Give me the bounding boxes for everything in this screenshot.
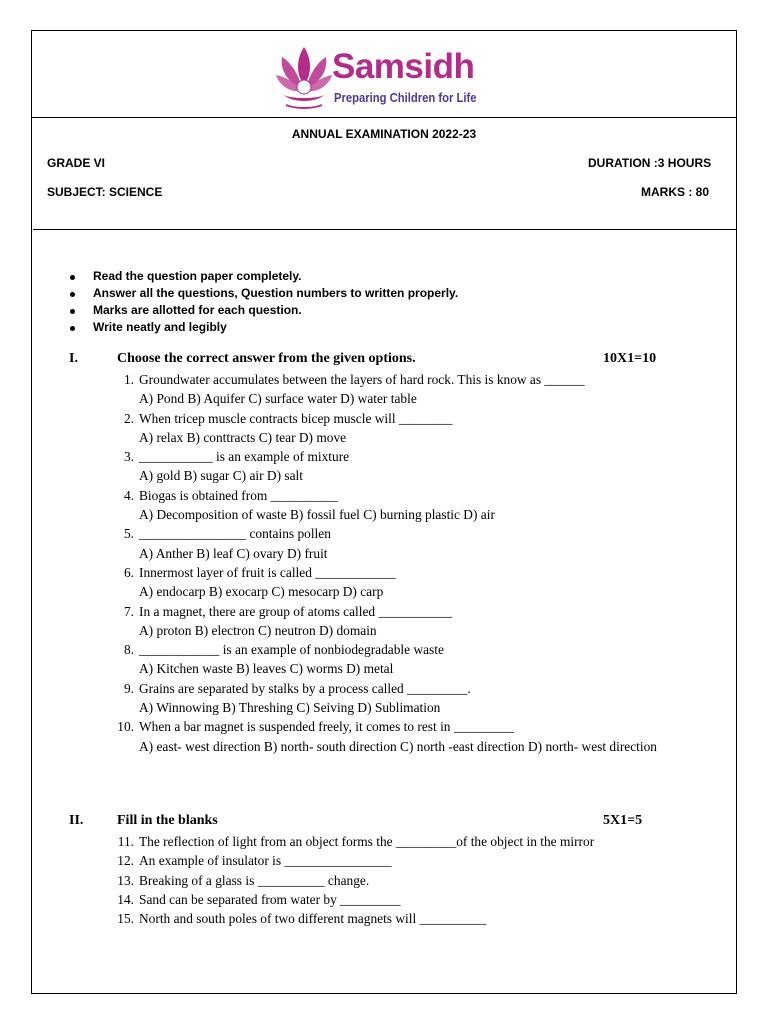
question-number: 14.	[117, 891, 134, 907]
question-item	[112, 563, 692, 582]
question-number: 3.	[123, 449, 134, 465]
question-item	[112, 640, 692, 659]
question-number: 5.	[123, 526, 134, 542]
question-number: 12.	[117, 853, 134, 869]
question-text: Sand can be separated from water by _________	[139, 891, 401, 907]
question-text: Groundwater accumulates between the layers of hard rock. This is know as ______	[139, 372, 585, 387]
question-options: A) Anther B) leaf C) ovary D) fruit	[139, 545, 328, 561]
question-number: 9.	[123, 680, 134, 696]
question-item	[112, 409, 692, 428]
instructions-list	[70, 268, 458, 336]
question-options: A) east- west direction B) north- south direction C) north -east direction D) north- west direction	[139, 738, 658, 754]
question-item	[112, 524, 692, 543]
subject-label: SUBJECT: SCIENCE	[47, 185, 163, 199]
section-2-marks: 5X1=5	[603, 813, 643, 828]
instruction-item: Read the question paper completely.	[70, 268, 458, 285]
question-text: ___________ is an example of mixture	[139, 449, 350, 465]
question-text: When a bar magnet is suspended freely, it comes to rest in _________	[139, 719, 515, 735]
question-text: ____________ is an example of nonbiodegradable waste	[139, 642, 444, 658]
question-text: When tricep muscle contracts bicep muscle will ________	[139, 410, 453, 426]
question-text: Grains are separated by stalks by a process called _________.	[139, 680, 471, 696]
question-number: 8.	[123, 642, 134, 658]
lotus-icon	[276, 45, 332, 111]
logo-name: Samsidh	[332, 47, 475, 86]
question-options: A) relax B) conttracts C) tear D) move	[139, 429, 347, 445]
marks-label: MARKS : 80	[641, 185, 710, 199]
question-number: 11.	[117, 834, 134, 849]
question-options: A) Pond B) Aquifer C) surface water D) water table	[139, 391, 417, 407]
question-text: Innermost layer of fruit is called ____________	[139, 564, 396, 580]
header-divider	[31, 117, 737, 118]
section-1-questions	[112, 370, 692, 756]
question-number: 13.	[117, 872, 134, 888]
section-2-questions	[112, 832, 692, 928]
duration-label: DURATION :3 HOURS	[588, 156, 712, 170]
question-number: 1.	[123, 372, 134, 387]
question-number: 2.	[123, 410, 134, 426]
question-item	[112, 447, 692, 466]
question-item	[112, 370, 692, 389]
question-options: A) endocarp B) exocarp C) mesocarp D) carp	[139, 584, 384, 600]
exam-title: ANNUAL EXAMINATION 2022-23	[291, 127, 477, 141]
question-item	[112, 871, 692, 890]
section-title: Fill in the blanks	[117, 813, 218, 828]
instruction-item: Answer all the questions, Question numbers to written properly.	[70, 285, 458, 302]
section-1-marks: 10X1=10	[603, 351, 657, 366]
question-text: The reflection of light from an object forms the _________of the object in the mirror	[139, 834, 595, 849]
question-options: A) Kitchen waste B) leaves C) worms D) metal	[139, 661, 394, 677]
question-item	[112, 602, 692, 621]
question-text: Biogas is obtained from __________	[139, 487, 338, 503]
question-item	[112, 909, 692, 928]
question-options: A) Winnowing B) Threshing C) Seiving D) Sublimation	[139, 700, 441, 716]
section-title: Choose the correct answer from the given options.	[117, 351, 416, 366]
question-text: In a magnet, there are group of atoms called ___________	[139, 603, 453, 619]
question-text: An example of insulator is ________________	[139, 853, 392, 869]
question-item	[112, 717, 692, 736]
instruction-item: Write neatly and legibly	[70, 319, 458, 336]
question-item	[112, 832, 692, 851]
school-logo	[276, 45, 486, 111]
question-text: ________________ contains pollen	[139, 526, 331, 542]
question-text: North and south poles of two different magnets will __________	[139, 911, 487, 927]
question-options: A) Decomposition of waste B) fossil fuel C) burning plastic D) air	[139, 507, 495, 523]
question-options: A) proton B) electron C) neutron D) domain	[139, 622, 377, 638]
question-item	[112, 851, 692, 870]
section-number: I.	[69, 351, 78, 366]
question-item	[112, 890, 692, 909]
logo-tagline: Preparing Children for Life	[334, 91, 477, 105]
question-item	[112, 679, 692, 698]
section-number: II.	[69, 813, 84, 828]
question-number: 7.	[123, 603, 134, 619]
question-text: Breaking of a glass is __________ change.	[139, 872, 370, 888]
question-options: A) gold B) sugar C) air D) salt	[139, 468, 304, 484]
question-number: 15.	[117, 911, 134, 927]
instruction-item: Marks are allotted for each question.	[70, 302, 458, 319]
grade-label: GRADE VI	[47, 156, 106, 170]
question-item	[112, 486, 692, 505]
question-number: 4.	[123, 487, 134, 503]
question-number: 10.	[117, 719, 134, 735]
question-number: 6.	[123, 564, 134, 580]
info-divider	[33, 229, 737, 230]
